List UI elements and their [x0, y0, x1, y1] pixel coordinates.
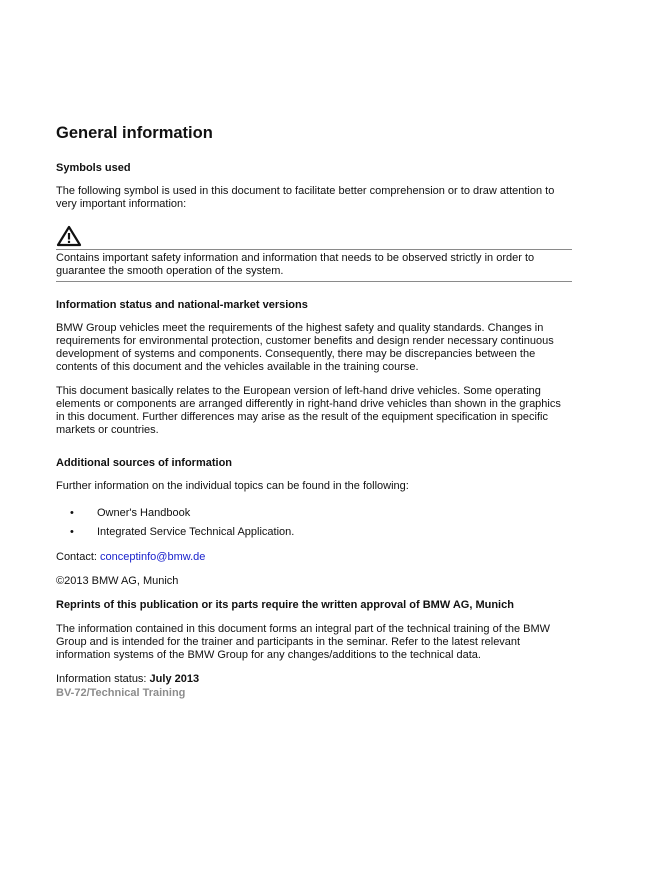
list-item	[56, 526, 572, 539]
reprints-notice: Reprints of this publication or its parts require the written approval of BMW AG, Munich	[56, 599, 514, 611]
list-item-label: Integrated Service Technical Application.	[97, 526, 295, 538]
document-code: BV-72/Technical Training	[56, 687, 186, 699]
info-status-line	[56, 673, 572, 686]
info-status-label: Information status:	[56, 673, 150, 685]
contact-line	[56, 551, 572, 564]
list-item-label: Owner's Handbook	[97, 507, 191, 519]
status-paragraph-1: BMW Group vehicles meet the requirements of the highest safety and quality standards. Changes in requirements for environmental protection, customer benefits and design render necessary continuous development of systems and components. Consequently, there may be discrepancies between the contents of this document and the vehicles available in the training course.	[56, 322, 554, 373]
contact-email-link[interactable]: conceptinfo@bmw.de	[100, 551, 206, 563]
warning-text: Contains important safety information and information that needs to be observed strictly in order to guarantee the smooth operation of the system.	[56, 252, 535, 277]
list-item	[56, 507, 572, 520]
bullet: •	[70, 526, 74, 538]
sources-intro: Further information on the individual topics can be found in the following:	[56, 480, 409, 492]
info-status-date: July 2013	[149, 673, 200, 685]
contact-label: Contact:	[56, 551, 101, 563]
warning-triangle-icon	[56, 225, 82, 247]
symbols-intro: The following symbol is used in this document to facilitate better comprehension or to draw attention to very important information:	[56, 185, 555, 210]
warning-box	[56, 249, 572, 282]
bullet: •	[70, 507, 74, 519]
sources-list	[56, 507, 572, 539]
copyright: ©2013 BMW AG, Munich	[56, 575, 179, 587]
status-heading: Information status and national-market versions	[56, 299, 308, 311]
sources-heading: Additional sources of information	[56, 457, 233, 469]
page-title: General information	[56, 124, 213, 142]
training-note: The information contained in this document forms an integral part of the technical training of the BMW Group and is intended for the trainer and participants in the seminar. Refer to the latest relevant information systems of the BMW Group for any changes/additions to the technical data.	[56, 623, 551, 661]
document-page	[56, 122, 572, 700]
status-paragraph-2: This document basically relates to the European version of left-hand drive vehicles. Some operating elements or components are arranged differently in right-hand drive vehicles than shown in the graphics in this document. Further differences may arise as the result of the equipment specification in specific markets or countries.	[56, 385, 561, 436]
symbols-heading: Symbols used	[56, 162, 131, 174]
